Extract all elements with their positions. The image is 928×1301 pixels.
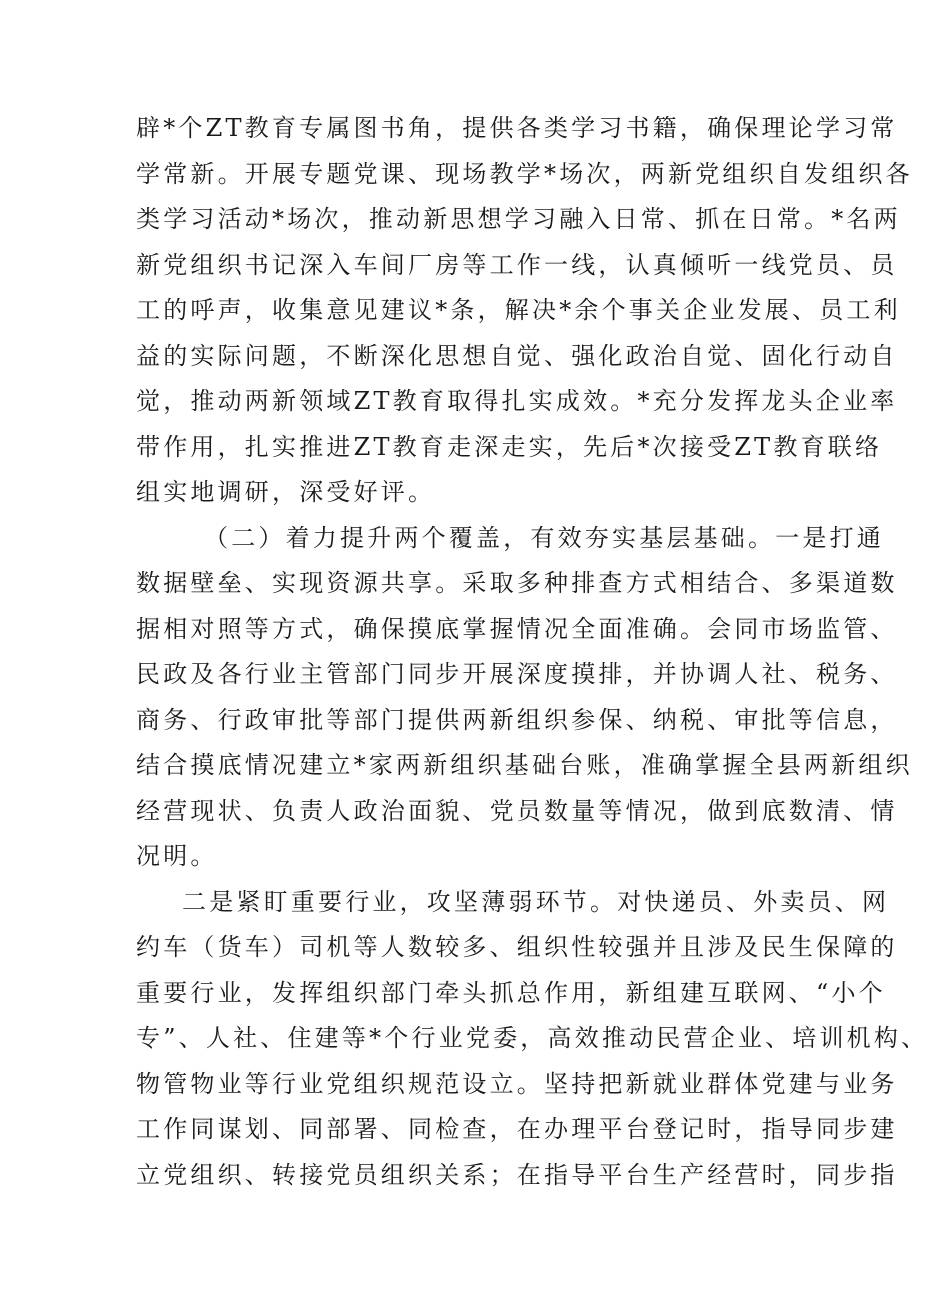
text-line: （二）着力提升两个覆盖，有效夯实基层基础。一是打通 [204,523,884,552]
text-line: 类学习活动*场次，推动新思想学习融入日常、抓在日常。*名两 [136,205,901,233]
text-line: 辟*个ZT教育专属图书角，提供各类学习书籍，确保理论学习常 [136,114,898,142]
text-line: 况明。 [136,842,218,870]
text-line: 约车（货车）司机等人数较多、组织性较强并且涉及民生保障的 [136,933,898,961]
paragraph-3 [136,880,928,1199]
text-line: 工作同谋划、同部署、同检查，在办理平台登记时，指导同步建 [136,1115,898,1143]
text-line: 立党组织、转接党员组织关系；在指导平台生产经营时，同步指 [136,1160,898,1189]
paragraph-2 [136,516,913,880]
text-line: 工的呼声，收集意见建议*条，解决*余个事关企业发展、员工利 [136,296,901,324]
text-line: 经营现状、负责人政治面貌、党员数量等情况，做到底数清、情 [136,796,898,825]
text-line: 民政及各行业主管部门同步开展深度摸排，并协调人社、税务、 [136,660,898,688]
document-page [136,106,928,1198]
text-line: 带作用，扎实推进ZT教育走深走实，先后*次接受ZT教育联络 [136,432,883,461]
text-line: 觉，推动两新领域ZT教育取得扎实成效。*充分发挥龙头企业率 [136,387,898,415]
text-line: 新党组织书记深入车间厂房等工作一线，认真倾听一线党员、员 [136,250,898,279]
text-line: 学常新。开展专题党课、现场教学*场次，两新党组织自发组织各 [136,159,913,188]
text-line: 专”、人社、住建等*个行业党委，高效推动民营企业、培训机构、 [136,1024,928,1052]
text-line: 据相对照等方式，确保摸底掌握情况全面准确。会同市场监管、 [136,614,898,643]
text-line: 商务、行政审批等部门提供两新组织参保、纳税、审批等信息， [136,705,898,734]
text-line: 重要行业，发挥组织部门牵头抓总作用，新组建互联网、“小个 [136,978,886,1007]
text-line: 数据壁垒、实现资源共享。采取多种排查方式相结合、多渠道数 [136,569,898,597]
text-line: 二是紧盯重要行业，攻坚薄弱环节。对快递员、外卖员、网 [182,887,890,916]
text-line: 益的实际问题，不断深化思想自觉、强化政治自觉、固化行动自 [136,341,898,370]
text-line: 结合摸底情况建立*家两新组织基础台账，准确掌握全县两新组织 [136,751,913,779]
text-line: 物管物业等行业党组织规范设立。坚持把新就业群体党建与业务 [136,1069,898,1098]
paragraph-1 [136,106,913,516]
text-line: 组实地调研，深受好评。 [136,478,436,506]
